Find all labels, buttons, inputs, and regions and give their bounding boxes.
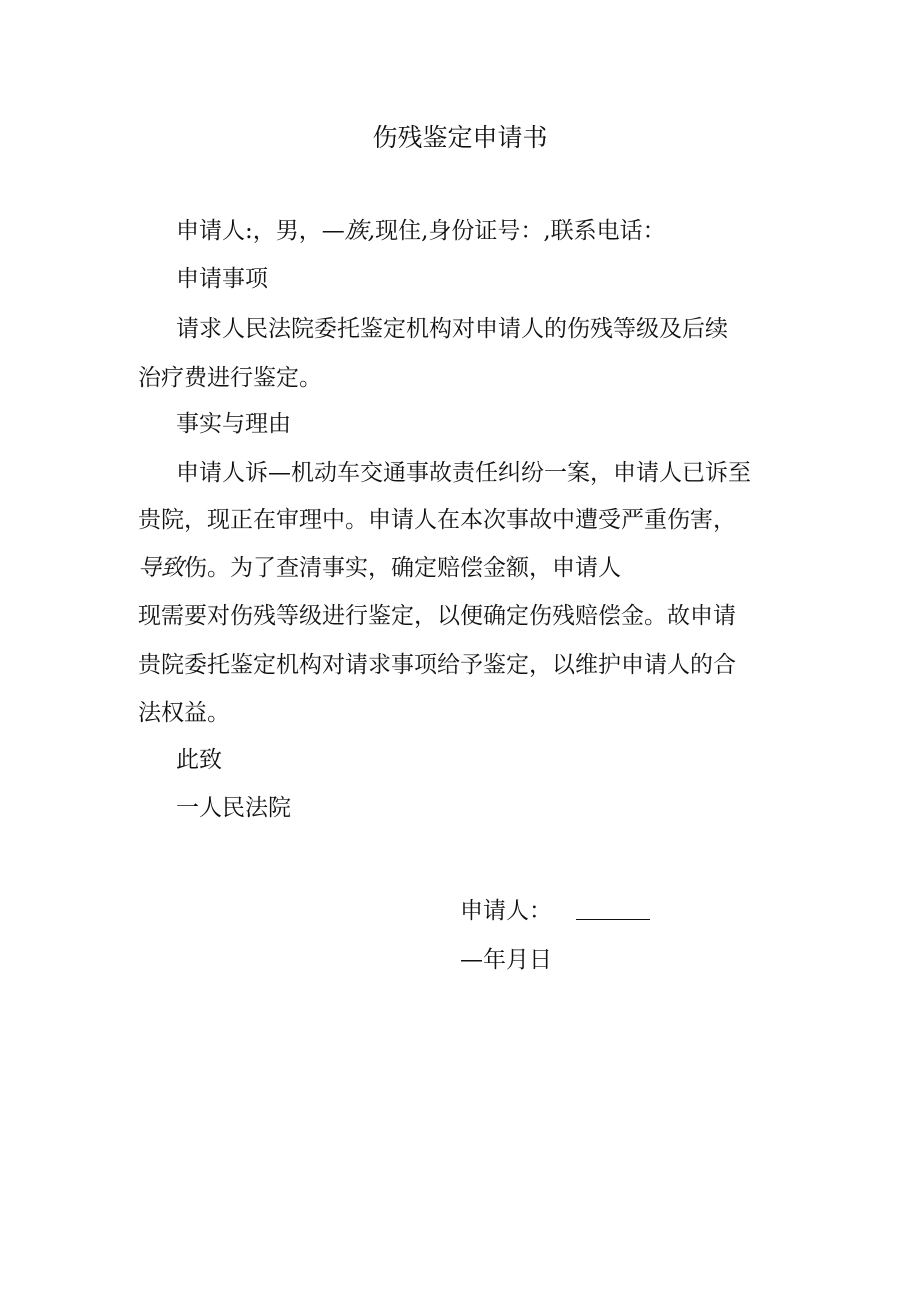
facts-text-line-1: 申请人诉—机动车交通事故责任纠纷一案，申请人已诉至 <box>176 460 751 486</box>
signature-blank[interactable] <box>576 897 650 920</box>
applicant-ethnic-suffix: 族, <box>344 218 376 244</box>
facts-italic-word: 导致 <box>138 555 184 581</box>
request-heading: 申请事项 <box>176 266 268 292</box>
signature-line <box>460 896 650 926</box>
request-text-line-1: 请求人民法院委托鉴定机构对申请人的伤残等级及后续 <box>176 316 728 342</box>
date-line: —年月日 <box>460 947 552 973</box>
request-text-line-2: 治疗费进行鉴定。 <box>138 365 322 391</box>
court-name: 一人民法院 <box>176 795 291 821</box>
applicant-info-line <box>176 216 666 246</box>
applicant-info-rest: 现住,身份证号：,联系电话： <box>375 218 666 244</box>
facts-text-line-3-rest: 伤。为了查清事实，确定赔偿金额，申请人 <box>184 555 621 581</box>
facts-heading: 事实与理由 <box>176 411 291 437</box>
closing-salutation: 此致 <box>176 747 222 773</box>
document-title: 伤残鉴定申请书 <box>372 123 548 152</box>
facts-text-line-3 <box>138 553 621 583</box>
facts-text-line-6: 法权益。 <box>138 700 230 726</box>
facts-text-line-2: 贵院，现正在审理中。申请人在本次事故中遭受严重伤害， <box>138 507 736 533</box>
facts-text-line-4: 现需要对伤残等级进行鉴定，以便确定伤残赔偿金。故申请 <box>138 603 736 629</box>
applicant-info-prefix: 申请人:，男，— <box>176 218 345 244</box>
facts-text-line-5: 贵院委托鉴定机构对请求事项给予鉴定，以维护申请人的合 <box>138 652 736 678</box>
signature-label: 申请人： <box>460 898 552 924</box>
